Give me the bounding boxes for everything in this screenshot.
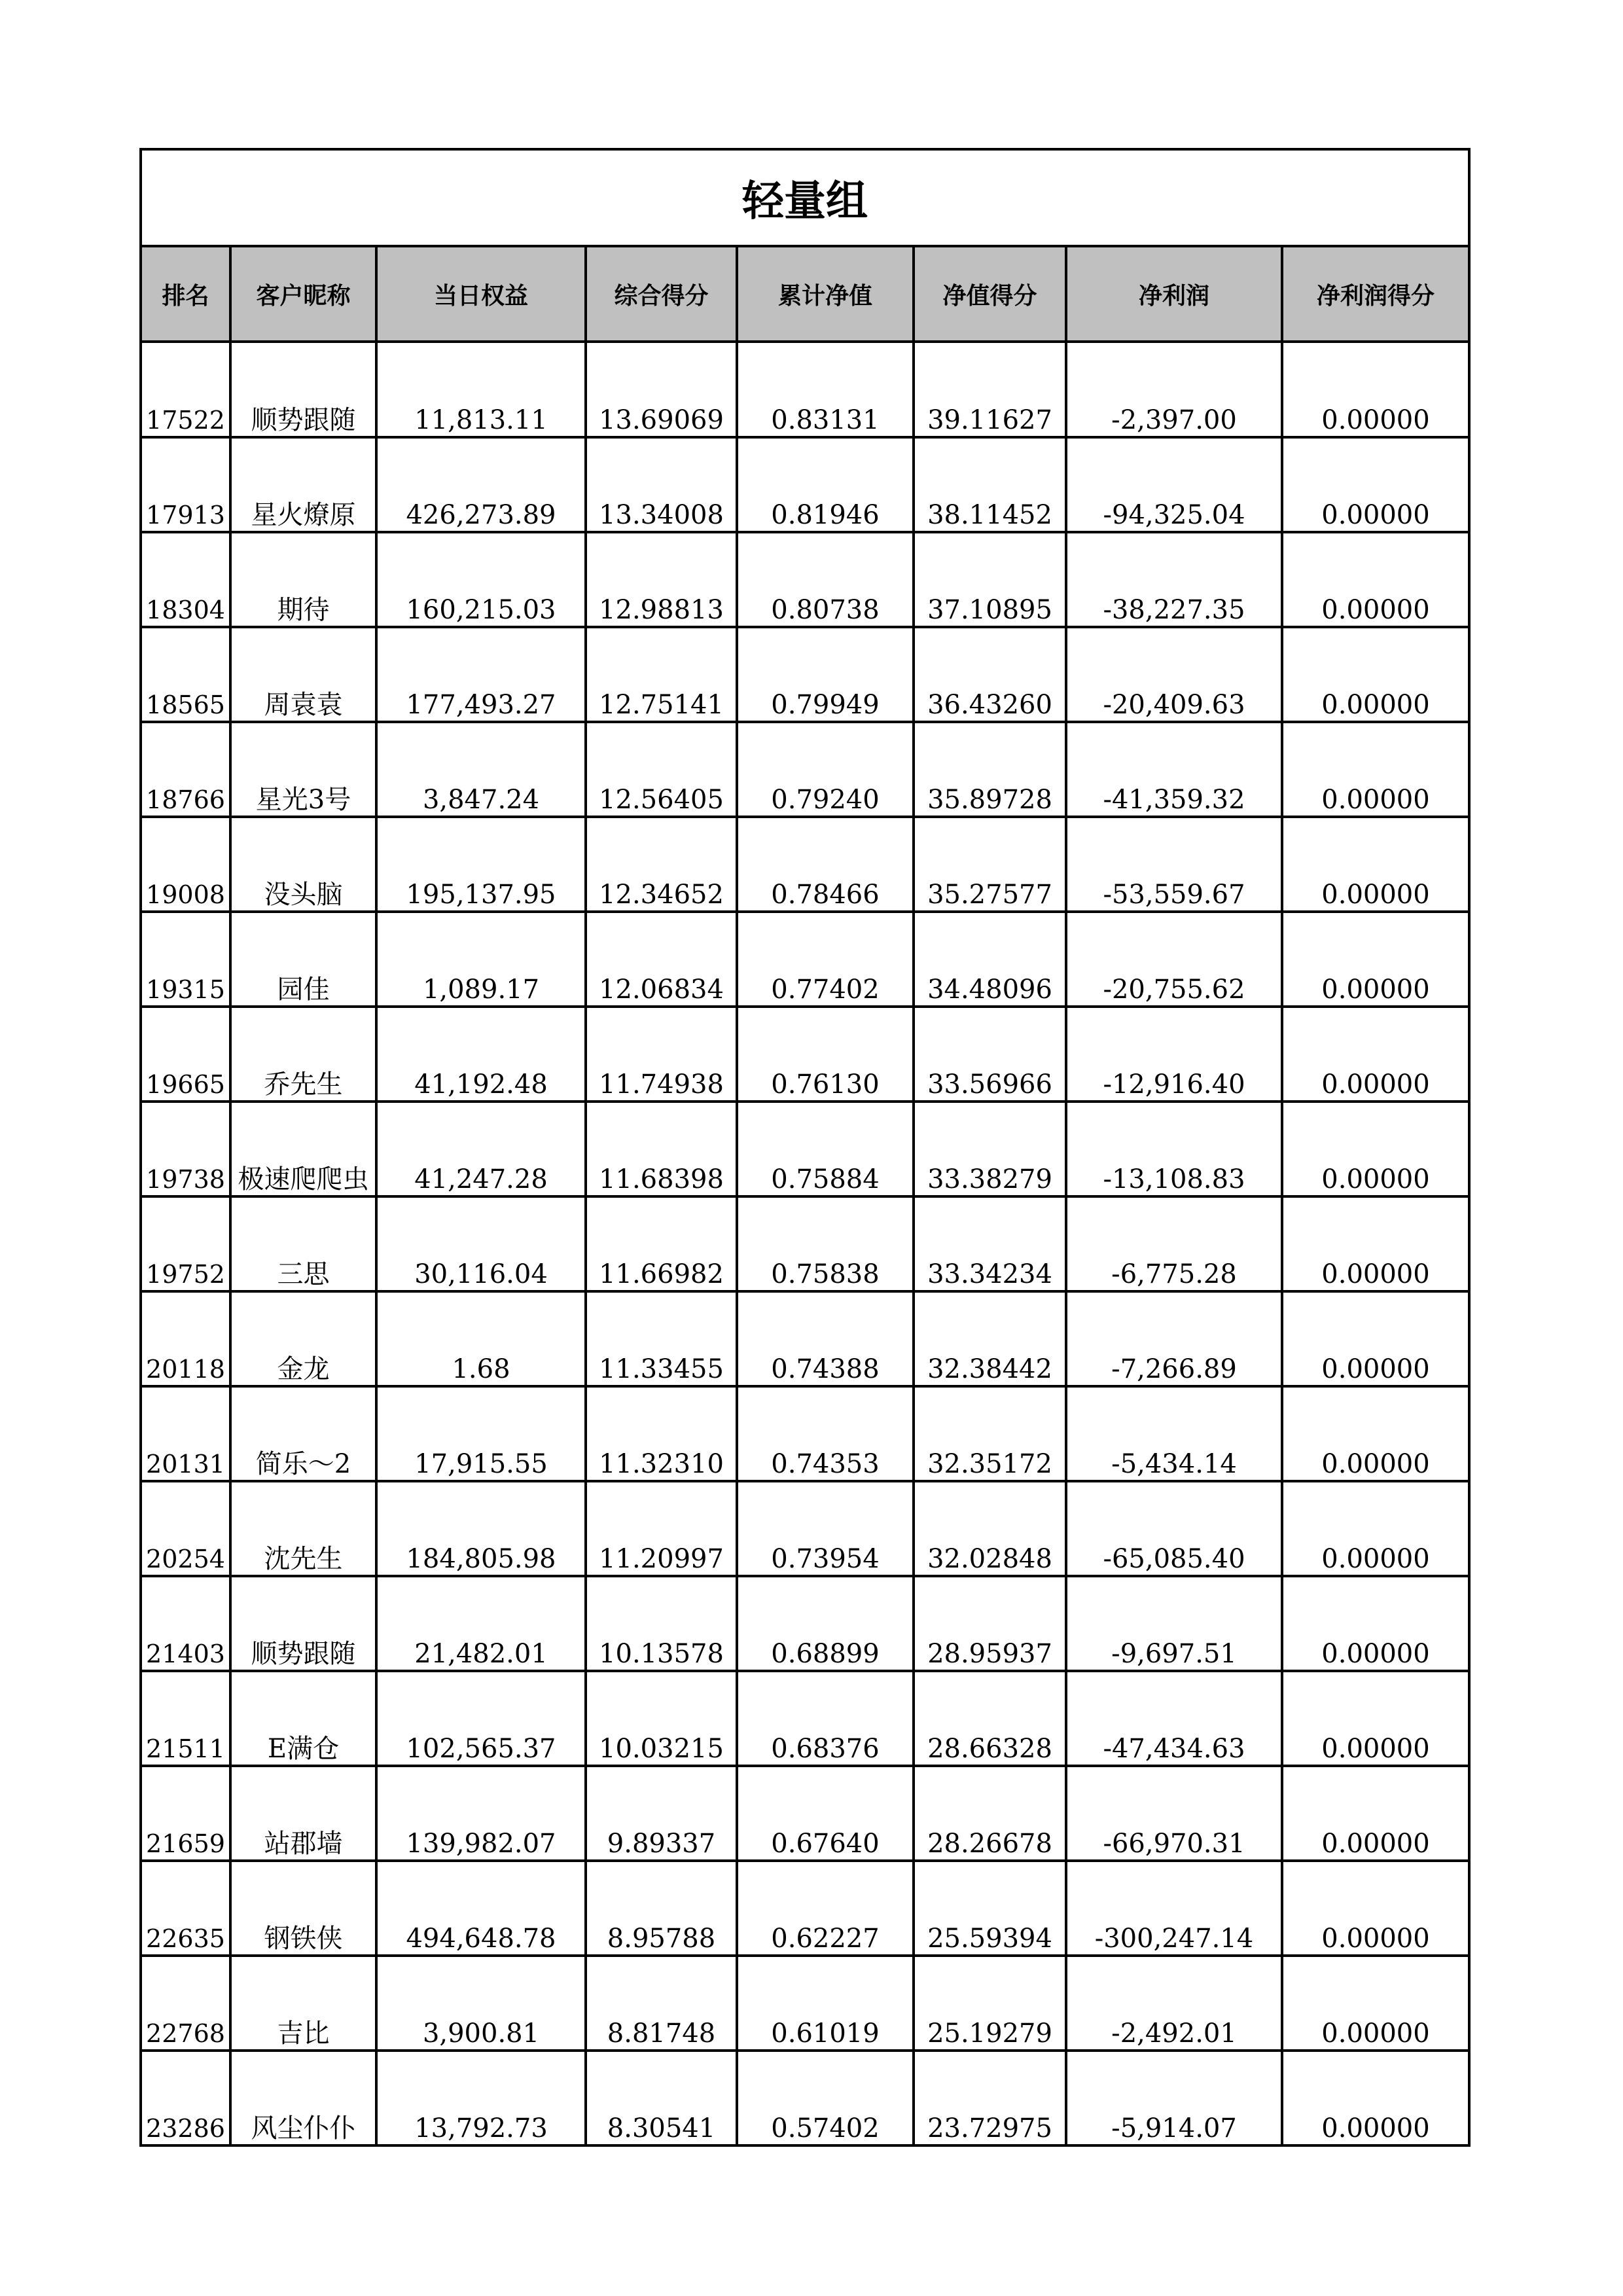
cell-nickname: 风尘仆仆 xyxy=(230,2051,376,2145)
cell-nav-score: 32.38442 xyxy=(914,1291,1066,1386)
cell-total-score: 9.89337 xyxy=(586,1766,737,1861)
cell-net-profit: -20,409.63 xyxy=(1066,627,1282,722)
cell-net-profit: -41,359.32 xyxy=(1066,722,1282,817)
cell-net-profit-score: 0.00000 xyxy=(1282,1291,1469,1386)
cell-net-profit-score: 0.00000 xyxy=(1282,2051,1469,2145)
cell-equity: 195,137.95 xyxy=(376,817,586,912)
cell-net-profit-score: 0.00000 xyxy=(1282,1576,1469,1671)
cell-cumulative-nav: 0.73954 xyxy=(737,1481,914,1576)
cell-cumulative-nav: 0.61019 xyxy=(737,1956,914,2051)
cell-net-profit: -47,434.63 xyxy=(1066,1671,1282,1766)
table-row xyxy=(141,1102,1469,1196)
cell-net-profit-score: 0.00000 xyxy=(1282,817,1469,912)
cell-rank: 18304 xyxy=(141,532,230,627)
cell-total-score: 8.95788 xyxy=(586,1861,737,1956)
cell-equity: 17,915.55 xyxy=(376,1386,586,1481)
cell-cumulative-nav: 0.74388 xyxy=(737,1291,914,1386)
column-header-nav-score: 净值得分 xyxy=(914,246,1066,342)
cell-equity: 13,792.73 xyxy=(376,2051,586,2145)
table-row xyxy=(141,1576,1469,1671)
cell-rank: 18565 xyxy=(141,627,230,722)
cell-equity: 102,565.37 xyxy=(376,1671,586,1766)
cell-rank: 19665 xyxy=(141,1007,230,1102)
cell-nickname: 金龙 xyxy=(230,1291,376,1386)
cell-nav-score: 32.02848 xyxy=(914,1481,1066,1576)
cell-net-profit: -2,397.00 xyxy=(1066,342,1282,437)
cell-total-score: 11.66982 xyxy=(586,1196,737,1291)
cell-nickname: 乔先生 xyxy=(230,1007,376,1102)
cell-cumulative-nav: 0.68376 xyxy=(737,1671,914,1766)
cell-net-profit-score: 0.00000 xyxy=(1282,1386,1469,1481)
cell-total-score: 11.68398 xyxy=(586,1102,737,1196)
cell-cumulative-nav: 0.74353 xyxy=(737,1386,914,1481)
cell-net-profit-score: 0.00000 xyxy=(1282,1766,1469,1861)
cell-total-score: 13.69069 xyxy=(586,342,737,437)
cell-rank: 23286 xyxy=(141,2051,230,2145)
cell-nav-score: 34.48096 xyxy=(914,912,1066,1007)
cell-nickname: 沈先生 xyxy=(230,1481,376,1576)
cell-net-profit: -12,916.40 xyxy=(1066,1007,1282,1102)
cell-rank: 19008 xyxy=(141,817,230,912)
column-header-net-profit: 净利润 xyxy=(1066,246,1282,342)
cell-rank: 21511 xyxy=(141,1671,230,1766)
cell-nickname: 星火燎原 xyxy=(230,437,376,532)
cell-rank: 17913 xyxy=(141,437,230,532)
cell-cumulative-nav: 0.75838 xyxy=(737,1196,914,1291)
cell-nickname: 没头脑 xyxy=(230,817,376,912)
table-row xyxy=(141,722,1469,817)
table-row xyxy=(141,912,1469,1007)
table-row xyxy=(141,627,1469,722)
cell-cumulative-nav: 0.78466 xyxy=(737,817,914,912)
cell-net-profit-score: 0.00000 xyxy=(1282,342,1469,437)
cell-cumulative-nav: 0.83131 xyxy=(737,342,914,437)
table-row xyxy=(141,1861,1469,1956)
cell-equity: 3,900.81 xyxy=(376,1956,586,2051)
cell-net-profit: -2,492.01 xyxy=(1066,1956,1282,2051)
cell-rank: 19738 xyxy=(141,1102,230,1196)
cell-equity: 177,493.27 xyxy=(376,627,586,722)
cell-nickname: 极速爬爬虫 xyxy=(230,1102,376,1196)
cell-total-score: 10.03215 xyxy=(586,1671,737,1766)
cell-net-profit: -94,325.04 xyxy=(1066,437,1282,532)
cell-net-profit-score: 0.00000 xyxy=(1282,912,1469,1007)
table-title: 轻量组 xyxy=(141,149,1469,246)
cell-net-profit: -20,755.62 xyxy=(1066,912,1282,1007)
cell-net-profit-score: 0.00000 xyxy=(1282,1481,1469,1576)
cell-nav-score: 25.59394 xyxy=(914,1861,1066,1956)
cell-cumulative-nav: 0.81946 xyxy=(737,437,914,532)
cell-equity: 3,847.24 xyxy=(376,722,586,817)
cell-net-profit-score: 0.00000 xyxy=(1282,1007,1469,1102)
cell-nickname: 期待 xyxy=(230,532,376,627)
cell-rank: 20118 xyxy=(141,1291,230,1386)
cell-total-score: 12.06834 xyxy=(586,912,737,1007)
table-row xyxy=(141,2051,1469,2145)
cell-nickname: 周袁袁 xyxy=(230,627,376,722)
cell-nickname: 站郡墙 xyxy=(230,1766,376,1861)
cell-net-profit: -5,914.07 xyxy=(1066,2051,1282,2145)
cell-equity: 21,482.01 xyxy=(376,1576,586,1671)
cell-nav-score: 36.43260 xyxy=(914,627,1066,722)
cell-equity: 139,982.07 xyxy=(376,1766,586,1861)
cell-equity: 494,648.78 xyxy=(376,1861,586,1956)
cell-rank: 22768 xyxy=(141,1956,230,2051)
cell-nav-score: 28.26678 xyxy=(914,1766,1066,1861)
cell-rank: 19752 xyxy=(141,1196,230,1291)
title-row xyxy=(141,149,1469,246)
cell-total-score: 12.56405 xyxy=(586,722,737,817)
cell-total-score: 11.20997 xyxy=(586,1481,737,1576)
cell-net-profit: -7,266.89 xyxy=(1066,1291,1282,1386)
cell-nickname: 简乐～2 xyxy=(230,1386,376,1481)
cell-cumulative-nav: 0.80738 xyxy=(737,532,914,627)
cell-rank: 22635 xyxy=(141,1861,230,1956)
ranking-table xyxy=(139,148,1471,2147)
cell-total-score: 12.34652 xyxy=(586,817,737,912)
cell-net-profit-score: 0.00000 xyxy=(1282,627,1469,722)
cell-net-profit-score: 0.00000 xyxy=(1282,1956,1469,2051)
cell-rank: 18766 xyxy=(141,722,230,817)
cell-equity: 11,813.11 xyxy=(376,342,586,437)
cell-nav-score: 37.10895 xyxy=(914,532,1066,627)
cell-cumulative-nav: 0.67640 xyxy=(737,1766,914,1861)
cell-total-score: 12.98813 xyxy=(586,532,737,627)
cell-net-profit-score: 0.00000 xyxy=(1282,1196,1469,1291)
column-header-nickname: 客户昵称 xyxy=(230,246,376,342)
cell-nickname: 园佳 xyxy=(230,912,376,1007)
column-header-equity: 当日权益 xyxy=(376,246,586,342)
cell-nickname: 吉比 xyxy=(230,1956,376,2051)
cell-rank: 21659 xyxy=(141,1766,230,1861)
cell-nav-score: 23.72975 xyxy=(914,2051,1066,2145)
cell-net-profit: -5,434.14 xyxy=(1066,1386,1282,1481)
cell-equity: 184,805.98 xyxy=(376,1481,586,1576)
cell-equity: 41,247.28 xyxy=(376,1102,586,1196)
cell-nav-score: 28.95937 xyxy=(914,1576,1066,1671)
table-row xyxy=(141,1007,1469,1102)
cell-net-profit-score: 0.00000 xyxy=(1282,1861,1469,1956)
cell-net-profit: -13,108.83 xyxy=(1066,1102,1282,1196)
cell-cumulative-nav: 0.77402 xyxy=(737,912,914,1007)
cell-nickname: 顺势跟随 xyxy=(230,1576,376,1671)
cell-net-profit: -65,085.40 xyxy=(1066,1481,1282,1576)
cell-nickname: E满仓 xyxy=(230,1671,376,1766)
table-row xyxy=(141,1291,1469,1386)
cell-net-profit: -66,970.31 xyxy=(1066,1766,1282,1861)
cell-nickname: 星光3号 xyxy=(230,722,376,817)
cell-cumulative-nav: 0.68899 xyxy=(737,1576,914,1671)
column-header-total-score: 综合得分 xyxy=(586,246,737,342)
cell-cumulative-nav: 0.57402 xyxy=(737,2051,914,2145)
column-header-rank: 排名 xyxy=(141,246,230,342)
cell-equity: 1,089.17 xyxy=(376,912,586,1007)
cell-cumulative-nav: 0.79949 xyxy=(737,627,914,722)
cell-equity: 426,273.89 xyxy=(376,437,586,532)
table-row xyxy=(141,1196,1469,1291)
table-row xyxy=(141,1671,1469,1766)
cell-net-profit-score: 0.00000 xyxy=(1282,532,1469,627)
cell-net-profit: -9,697.51 xyxy=(1066,1576,1282,1671)
cell-net-profit-score: 0.00000 xyxy=(1282,1671,1469,1766)
column-header-net-profit-score: 净利润得分 xyxy=(1282,246,1469,342)
cell-nav-score: 38.11452 xyxy=(914,437,1066,532)
cell-total-score: 12.75141 xyxy=(586,627,737,722)
cell-rank: 19315 xyxy=(141,912,230,1007)
cell-equity: 30,116.04 xyxy=(376,1196,586,1291)
cell-rank: 17522 xyxy=(141,342,230,437)
cell-equity: 41,192.48 xyxy=(376,1007,586,1102)
table-body xyxy=(141,342,1469,2145)
cell-net-profit-score: 0.00000 xyxy=(1282,437,1469,532)
table-row xyxy=(141,1766,1469,1861)
cell-nickname: 三思 xyxy=(230,1196,376,1291)
table-row xyxy=(141,1481,1469,1576)
cell-nav-score: 33.56966 xyxy=(914,1007,1066,1102)
cell-net-profit-score: 0.00000 xyxy=(1282,722,1469,817)
cell-equity: 1.68 xyxy=(376,1291,586,1386)
cell-nav-score: 39.11627 xyxy=(914,342,1066,437)
cell-rank: 20131 xyxy=(141,1386,230,1481)
cell-total-score: 13.34008 xyxy=(586,437,737,532)
cell-net-profit: -38,227.35 xyxy=(1066,532,1282,627)
table-row xyxy=(141,437,1469,532)
cell-nav-score: 28.66328 xyxy=(914,1671,1066,1766)
cell-net-profit-score: 0.00000 xyxy=(1282,1102,1469,1196)
header-row xyxy=(141,246,1469,342)
cell-net-profit: -300,247.14 xyxy=(1066,1861,1282,1956)
cell-total-score: 8.30541 xyxy=(586,2051,737,2145)
table-row xyxy=(141,532,1469,627)
cell-total-score: 11.32310 xyxy=(586,1386,737,1481)
cell-nav-score: 25.19279 xyxy=(914,1956,1066,2051)
column-header-cumulative-nav: 累计净值 xyxy=(737,246,914,342)
cell-rank: 21403 xyxy=(141,1576,230,1671)
table-row xyxy=(141,1386,1469,1481)
cell-cumulative-nav: 0.62227 xyxy=(737,1861,914,1956)
cell-cumulative-nav: 0.76130 xyxy=(737,1007,914,1102)
cell-equity: 160,215.03 xyxy=(376,532,586,627)
cell-total-score: 11.74938 xyxy=(586,1007,737,1102)
cell-nickname: 钢铁侠 xyxy=(230,1861,376,1956)
cell-nickname: 顺势跟随 xyxy=(230,342,376,437)
cell-nav-score: 32.35172 xyxy=(914,1386,1066,1481)
cell-nav-score: 33.34234 xyxy=(914,1196,1066,1291)
cell-net-profit: -6,775.28 xyxy=(1066,1196,1282,1291)
cell-total-score: 8.81748 xyxy=(586,1956,737,2051)
table-row xyxy=(141,817,1469,912)
cell-rank: 20254 xyxy=(141,1481,230,1576)
cell-total-score: 10.13578 xyxy=(586,1576,737,1671)
cell-nav-score: 35.89728 xyxy=(914,722,1066,817)
cell-total-score: 11.33455 xyxy=(586,1291,737,1386)
table-row xyxy=(141,342,1469,437)
cell-net-profit: -53,559.67 xyxy=(1066,817,1282,912)
table-row xyxy=(141,1956,1469,2051)
cell-cumulative-nav: 0.79240 xyxy=(737,722,914,817)
cell-cumulative-nav: 0.75884 xyxy=(737,1102,914,1196)
cell-nav-score: 35.27577 xyxy=(914,817,1066,912)
cell-nav-score: 33.38279 xyxy=(914,1102,1066,1196)
